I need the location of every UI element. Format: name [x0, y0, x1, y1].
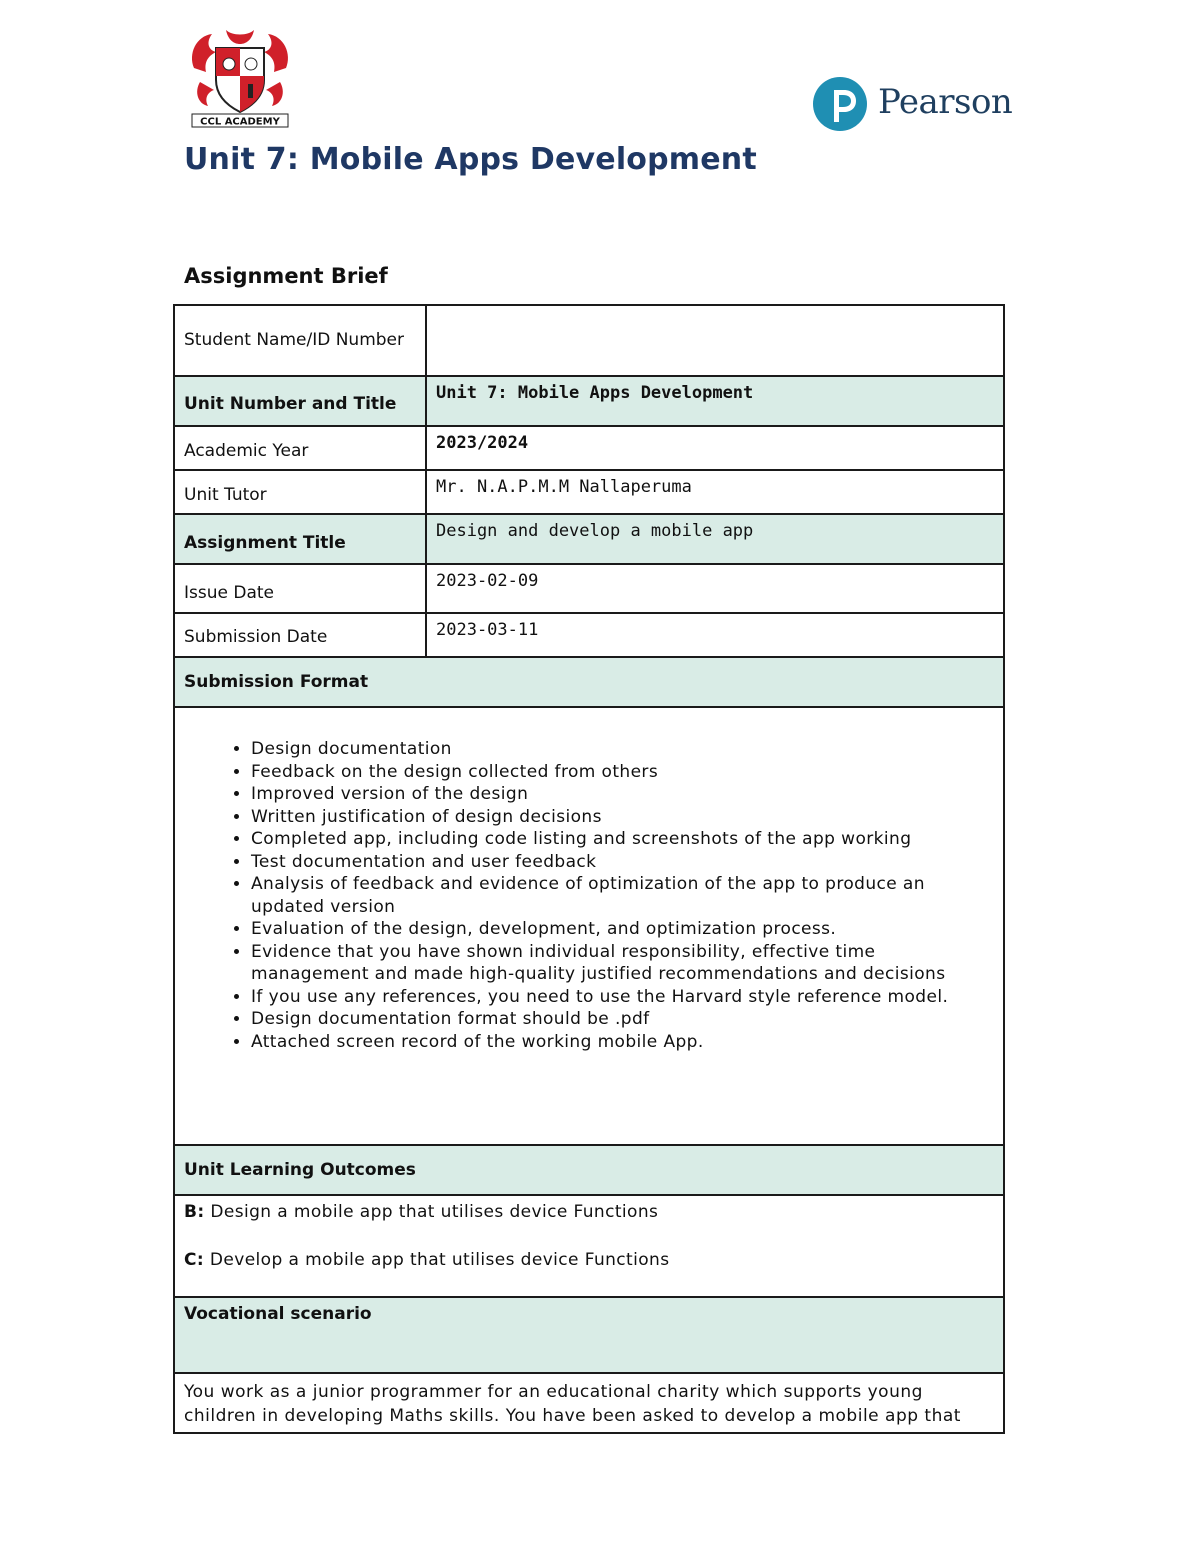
- table-row: [174, 1195, 1004, 1297]
- pearson-wordmark: Pearson: [878, 82, 1013, 122]
- table-row: [174, 564, 1004, 613]
- issue-date-label: Issue Date: [174, 564, 426, 613]
- list-item: • Design documentation format should be .pdf: [251, 1008, 991, 1031]
- student-name-value: [426, 305, 1004, 376]
- list-item: • Completed app, including code listing and screenshots of the app working: [251, 828, 991, 851]
- learning-outcomes-body: [174, 1195, 1004, 1297]
- vocational-scenario-text: You work as a junior programmer for an educational charity which supports young children in developing Maths skills. You have been asked to develop a mobile app that: [184, 1382, 961, 1426]
- assignment-brief-table: [173, 304, 1005, 1434]
- list-item: • Analysis of feedback and evidence of optimization of the app to produce an updated version: [251, 873, 991, 918]
- table-row: [174, 470, 1004, 514]
- list-item: • Feedback on the design collected from others: [251, 761, 991, 784]
- unit-number-title-label: Unit Number and Title: [174, 376, 426, 426]
- list-item: • If you use any references, you need to use the Harvard style reference model.: [251, 986, 991, 1009]
- table-row: [174, 1373, 1004, 1433]
- list-item: • Design documentation: [251, 738, 991, 761]
- submission-format-body: [174, 707, 1004, 1145]
- table-row: [174, 707, 1004, 1145]
- list-item: • Test documentation and user feedback: [251, 851, 991, 874]
- academic-year-label: Academic Year: [174, 426, 426, 470]
- vocational-scenario-heading: Vocational scenario: [174, 1297, 1004, 1373]
- table-row: [174, 426, 1004, 470]
- student-name-label: Student Name/ID Number: [174, 305, 426, 376]
- unit-number-title-value: Unit 7: Mobile Apps Development: [426, 376, 1004, 426]
- assignment-title-value: Design and develop a mobile app: [426, 514, 1004, 564]
- section-heading: Assignment Brief: [184, 264, 388, 288]
- page-title: Unit 7: Mobile Apps Development: [184, 142, 757, 177]
- academic-year-value: 2023/2024: [426, 426, 1004, 470]
- list-item: • Improved version of the design: [251, 783, 991, 806]
- pearson-logo: [812, 72, 1022, 138]
- submission-format-list: [187, 738, 991, 1053]
- list-item: • Evidence that you have shown individual responsibility, effective time management and made high-quality justified recommendations and decisions: [251, 941, 991, 986]
- list-item: • Evaluation of the design, development, and optimization process.: [251, 918, 991, 941]
- assignment-title-label: Assignment Title: [174, 514, 426, 564]
- submission-date-value: 2023-03-11: [426, 613, 1004, 657]
- table-row: [174, 1145, 1004, 1195]
- unit-tutor-label: Unit Tutor: [174, 470, 426, 514]
- learning-outcomes-heading: Unit Learning Outcomes: [174, 1145, 1004, 1195]
- issue-date-value: 2023-02-09: [426, 564, 1004, 613]
- ccl-academy-logo: [186, 26, 294, 130]
- table-row: [174, 1297, 1004, 1373]
- learning-outcome-b: B: Design a mobile app that utilises device Functions: [184, 1202, 659, 1222]
- vocational-scenario-body: [174, 1373, 1004, 1433]
- list-item: • Written justification of design decisions: [251, 806, 991, 829]
- unit-tutor-value: Mr. N.A.P.M.M Nallaperuma: [426, 470, 1004, 514]
- table-row: [174, 657, 1004, 707]
- table-row: [174, 613, 1004, 657]
- list-item: • Attached screen record of the working mobile App.: [251, 1031, 991, 1054]
- learning-outcome-c: C: Develop a mobile app that utilises device Functions: [184, 1250, 670, 1270]
- table-row: [174, 376, 1004, 426]
- table-row: [174, 305, 1004, 376]
- ccl-academy-logo-text: CCL ACADEMY: [200, 116, 280, 128]
- submission-format-heading: Submission Format: [174, 657, 1004, 707]
- submission-date-label: Submission Date: [174, 613, 426, 657]
- table-row: [174, 514, 1004, 564]
